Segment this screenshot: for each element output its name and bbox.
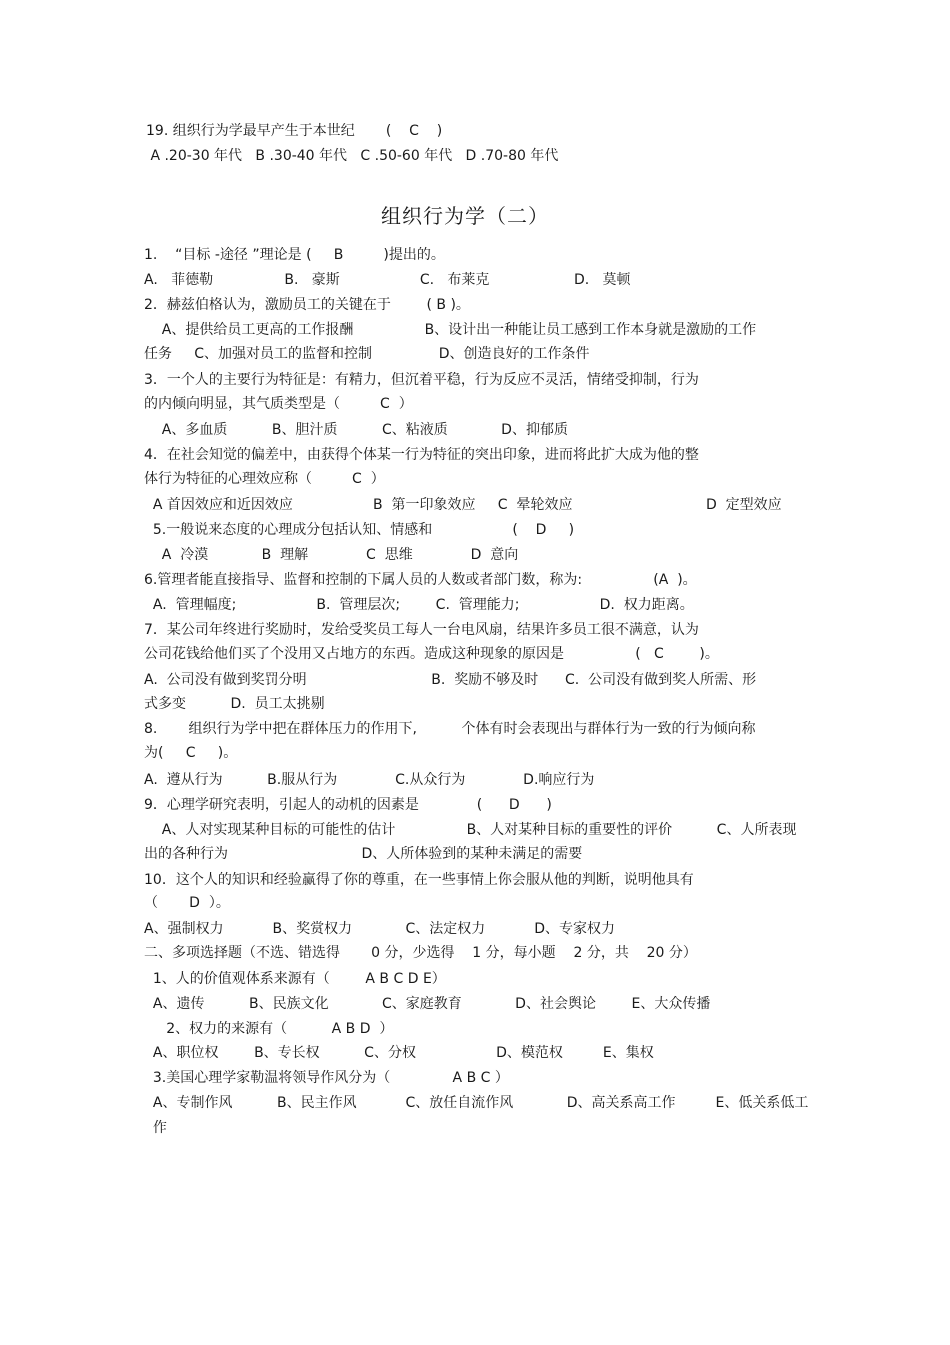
q6-options: A. 管理幅度; B. 管理层次; C. 管理能力; D. 权力距离。 — [144, 597, 694, 613]
mq3-options: A、专制作风 B、民主作风 C、放任自流作风 D、高关系高工作 E、低关系低工 — [144, 1095, 809, 1111]
q1-stem: 1. “目标 -途径 ”理论是 ( B )提出的。 — [144, 247, 445, 263]
q5-stem: 5.一般说来态度的心理成分包括认知、情感和 ( D ) — [144, 522, 575, 538]
q9-stem: 9．心理学研究表明，引起人的动机的因素是 ( D ) — [144, 797, 552, 813]
q7-stem: 7．某公司年终进行奖励时，发给受奖员工每人一台电风扇，结果许多员工很不满意，认为 — [144, 622, 699, 638]
q4-options: A 首因效应和近因效应 B 第一印象效应 C 晕轮效应 D 定型效应 — [144, 497, 782, 513]
section-title: 组织行为学（二） — [381, 204, 549, 228]
multi-choice-header: 二、多项选择题（不选、错选得 0 分，少选得 1 分，每小题 2 分，共 20 分） — [144, 945, 697, 961]
q10-options: A、强制权力 B、奖赏权力 C、法定权力 D、专家权力 — [144, 921, 616, 937]
q7-options: A. 公司没有做到奖罚分明 B. 奖励不够及时 C. 公司没有做到奖人所需、形 — [144, 672, 757, 688]
q5-options: A 冷漠 B 理解 C 思维 D 意向 — [144, 547, 519, 563]
q2-line3: 任务 C、加强对员工的监督和控制 D、创造良好的工作条件 — [144, 346, 590, 362]
q9-line2: A、人对实现某种目标的可能性的估计 B、人对某种目标的重要性的评价 C、人所表现 — [144, 822, 797, 838]
q8-line2: 为( C )。 — [144, 745, 238, 761]
q2-stem: 2．赫兹伯格认为，激励员工的关键在于 ( B )。 — [144, 297, 470, 313]
q7-options-line2: 式多变 D. 员工太挑剔 — [144, 696, 325, 712]
q3-line2: 的内倾向明显，其气质类型是（ C ） — [144, 396, 413, 412]
mq3-stem: 3.美国心理学家勒温将领导作风分为（ A B C ） — [144, 1070, 509, 1086]
mq1-options: A、遗传 B、民族文化 C、家庭教育 D、社会舆论 E、大众传播 — [144, 996, 711, 1012]
q19-options: A .20-30 年代 B .30-40 年代 C .50-60 年代 D .70-80 年代 — [146, 148, 559, 164]
q8-stem: 8. 组织行为学中把在群体压力的作用下, 个体有时会表现出与群体行为一致的行为倾向称 — [144, 721, 756, 737]
mq2-options: A、职位权 B、专长权 C、分权 D、模范权 E、集权 — [144, 1045, 654, 1061]
q10-line2: （ D ）。 — [144, 895, 230, 911]
q3-stem: 3．一个人的主要行为特征是：有精力，但沉着平稳，行为反应不灵活，情绪受抑制，行为 — [144, 372, 699, 388]
q4-line2: 体行为特征的心理效应称（ C ） — [144, 471, 385, 487]
mq3-options-line2: 作 — [144, 1120, 167, 1136]
q3-options: A、多血质 B、胆汁质 C、粘液质 D、抑郁质 — [144, 422, 568, 438]
q8-options: A. 遵从行为 B.服从行为 C.从众行为 D.响应行为 — [144, 772, 595, 788]
q10-stem: 10．这个人的知识和经验赢得了你的尊重，在一些事情上你会服从他的判断，说明他具有 — [144, 872, 694, 888]
q19-stem: 19. 组织行为学最早产生于本世纪 ( C ) — [146, 123, 443, 139]
q2-line2: A、提供给员工更高的工作报酬 B、设计出一种能让员工感到工作本身就是激励的工作 — [144, 322, 757, 338]
q6-stem: 6.管理者能直接指导、监督和控制的下属人员的人数或者部门数，称为: (A )。 — [144, 572, 697, 588]
q7-line2: 公司花钱给他们买了个没用又占地方的东西。造成这种现象的原因是 ( C )。 — [144, 646, 719, 662]
q1-options: A. 菲德勒 B. 豪斯 C. 布莱克 D. 莫顿 — [144, 272, 631, 288]
q9-line3: 出的各种行为 D、人所体验到的某种未满足的需要 — [144, 846, 583, 862]
mq2-stem: 2、权力的来源有（ A B D ） — [144, 1021, 394, 1037]
mq1-stem: 1、人的价值观体系来源有（ A B C D E） — [144, 971, 446, 987]
q4-stem: 4．在社会知觉的偏差中，由获得个体某一行为特征的突出印象，进而将此扩大成为他的整 — [144, 447, 699, 463]
